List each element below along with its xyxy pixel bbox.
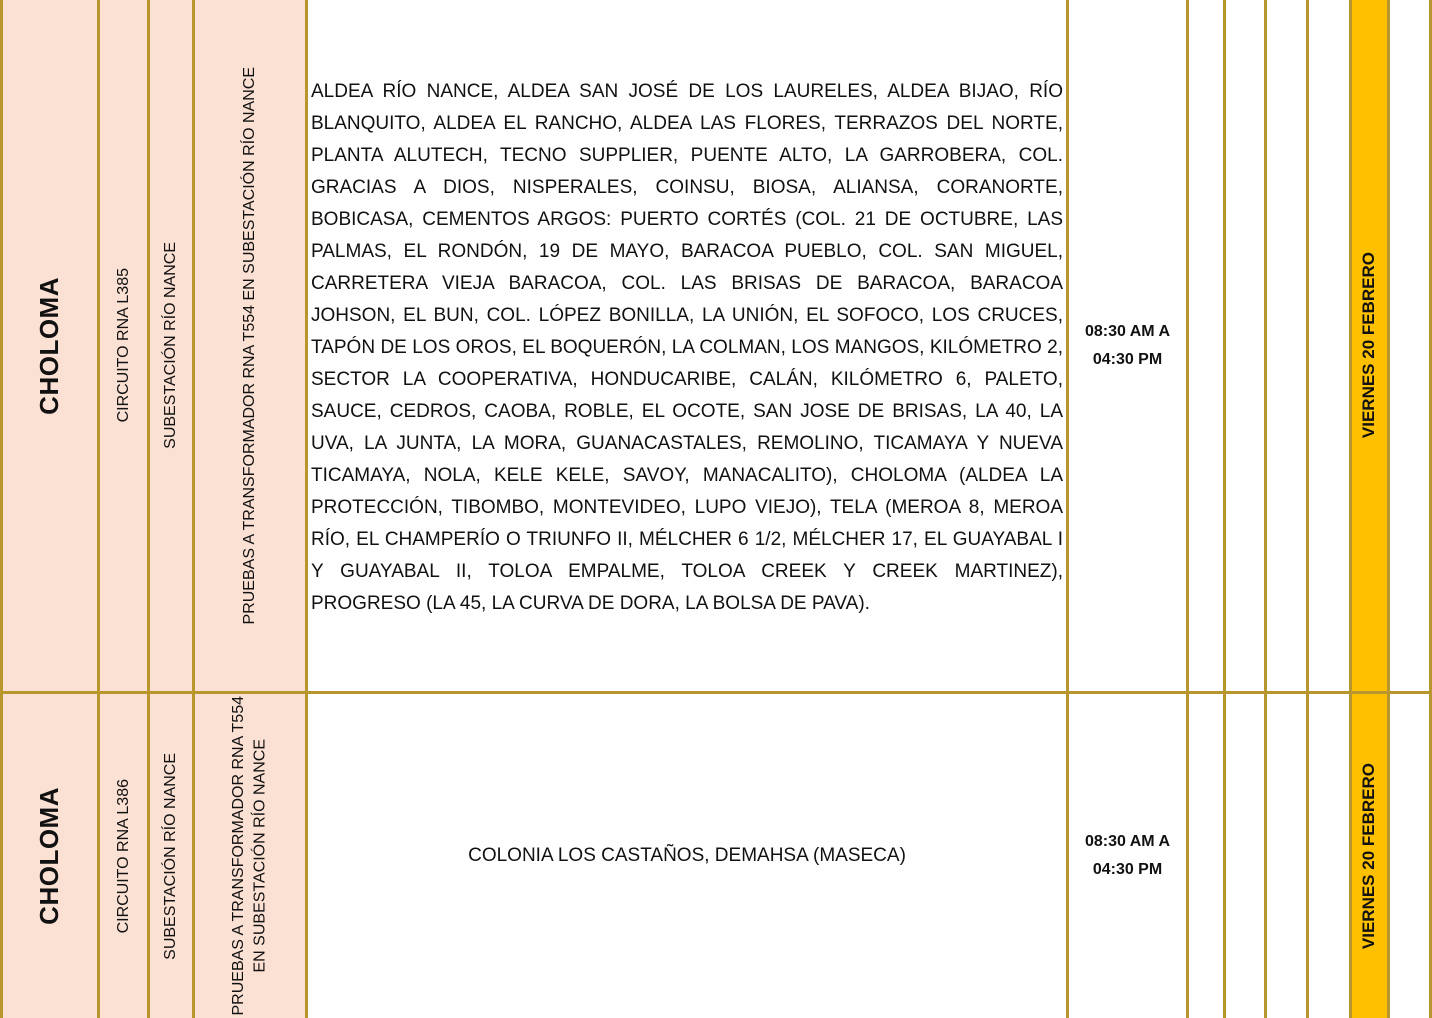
work-description: PRUEBAS A TRANSFORMADOR RNA T554 EN SUBESTACIÓN RÍO NANCE — [230, 696, 269, 1016]
empty-cell — [1267, 0, 1309, 694]
time-end: 04:30 PM — [1092, 861, 1163, 878]
time-cell — [1069, 694, 1189, 1018]
empty-cell — [1226, 0, 1267, 694]
empty-cell — [1226, 694, 1267, 1018]
time-cell — [1069, 0, 1189, 694]
substation-cell — [150, 0, 195, 694]
substation-cell — [150, 694, 195, 1018]
time-start: 08:30 AM A — [1084, 322, 1171, 340]
sector-label: CHOLOMA — [34, 787, 65, 925]
work-cell — [195, 0, 308, 694]
sector-label: CHOLOMA — [34, 276, 65, 415]
circuit-cell — [100, 694, 150, 1018]
time-start: 08:30 AM A — [1084, 833, 1171, 850]
time-end: 04:30 PM — [1092, 350, 1163, 368]
circuit-cell — [100, 0, 150, 694]
substation-label: SUBESTACIÓN RÍO NANCE — [162, 242, 180, 449]
affected-areas-text: ALDEA RÍO NANCE, ALDEA SAN JOSÉ DE LOS LAURELES, ALDEA BIJAO, RÍO BLANQUITO, ALDEA EL RANCHO, ALDEA LAS FLORES, TERRAZOS DEL NORTE, PLANTA ALUTECH, TECNO SUPPLIER, PUENTE ALTO, LA GARROBERA, COL. GRACIAS A DIOS, NISPERALES, COINSU, BIOSA, ALIANSA, CORANORTE, BOBICASA, CEMENTOS ARGOS: PUERTO CORTÉS (COL. 21 DE OCTUBRE, LAS PALMAS, EL RONDÓN, 19 DE MAYO, BARACOA PUEBLO, COL. SAN MIGUEL, CARRETERA VIEJA BARACOA, COL. LAS BRISAS DE BARACOA, BARACOA JOHSON, EL BUN, COL. LÓPEZ BONILLA, LA UNIÓN, EL SOFOCO, LOS CRUCES, TAPÓN DE LOS OROS, EL BOQUERÓN, LA COLMAN, LOS MANGOS, KILÓMETRO 2, SECTOR LA COOPERATIVA, HONDUCARIBE, CALÁN, KILÓMETRO 6, PALETO, SAUCE, CEDROS, CAOBA, ROBLE, EL OCOTE, SAN JOSE DE BRISAS, LA 40, LA UVA, LA JUNTA, LA MORA, GUANACASTALES, REMOLINO, TICAMAYA Y NUEVA TICAMAYA, NOLA, KELE KELE, SAVOY, MANACALITO), CHOLOMA (ALDEA LA PROTECCIÓN, TIBOMBO, MONTEVIDEO, LUPO VIEJO), TELA (MEROA 8, MEROA RÍO, EL CHAMPERÍO O TRIUNFO II, MÉLCHER 6 1/2, MÉLCHER 17, EL GUAYABAL I Y GUAYABAL II, TOLOA EMPALME, TOLOA CREEK Y CREEK MARTINEZ), PROGRESO (LA 45, LA CURVA DE DORA, LA BOLSA DE PAVA). — [311, 81, 1063, 614]
sector-cell — [0, 0, 100, 694]
empty-cell — [1189, 0, 1226, 694]
circuit-label: CIRCUITO RNA L386 — [114, 778, 132, 934]
circuit-label: CIRCUITO RNA L385 — [114, 268, 132, 423]
date-cell — [1352, 694, 1390, 1018]
empty-cell — [1189, 694, 1226, 1018]
sector-cell — [0, 694, 100, 1018]
empty-cell — [1267, 694, 1309, 1018]
affected-areas-cell — [308, 0, 1069, 694]
affected-areas-text: COLONIA LOS CASTAÑOS, DEMAHSA (MASECA) — [468, 845, 906, 866]
schedule-row — [0, 694, 1432, 1018]
date-cell — [1352, 0, 1390, 694]
empty-cell — [1390, 694, 1432, 1018]
empty-cell — [1309, 0, 1352, 694]
empty-cell — [1390, 0, 1432, 694]
empty-cell — [1309, 694, 1352, 1018]
date-label: VIERNES 20 FEBRERO — [1359, 762, 1379, 950]
work-description: PRUEBAS A TRANSFORMADOR RNA T554 EN SUBESTACIÓN RÍO NANCE — [241, 66, 259, 625]
work-cell — [195, 694, 308, 1018]
substation-label: SUBESTACIÓN RÍO NANCE — [162, 752, 180, 960]
date-label: VIERNES 20 FEBRERO — [1359, 252, 1379, 439]
affected-areas-cell — [308, 694, 1069, 1018]
